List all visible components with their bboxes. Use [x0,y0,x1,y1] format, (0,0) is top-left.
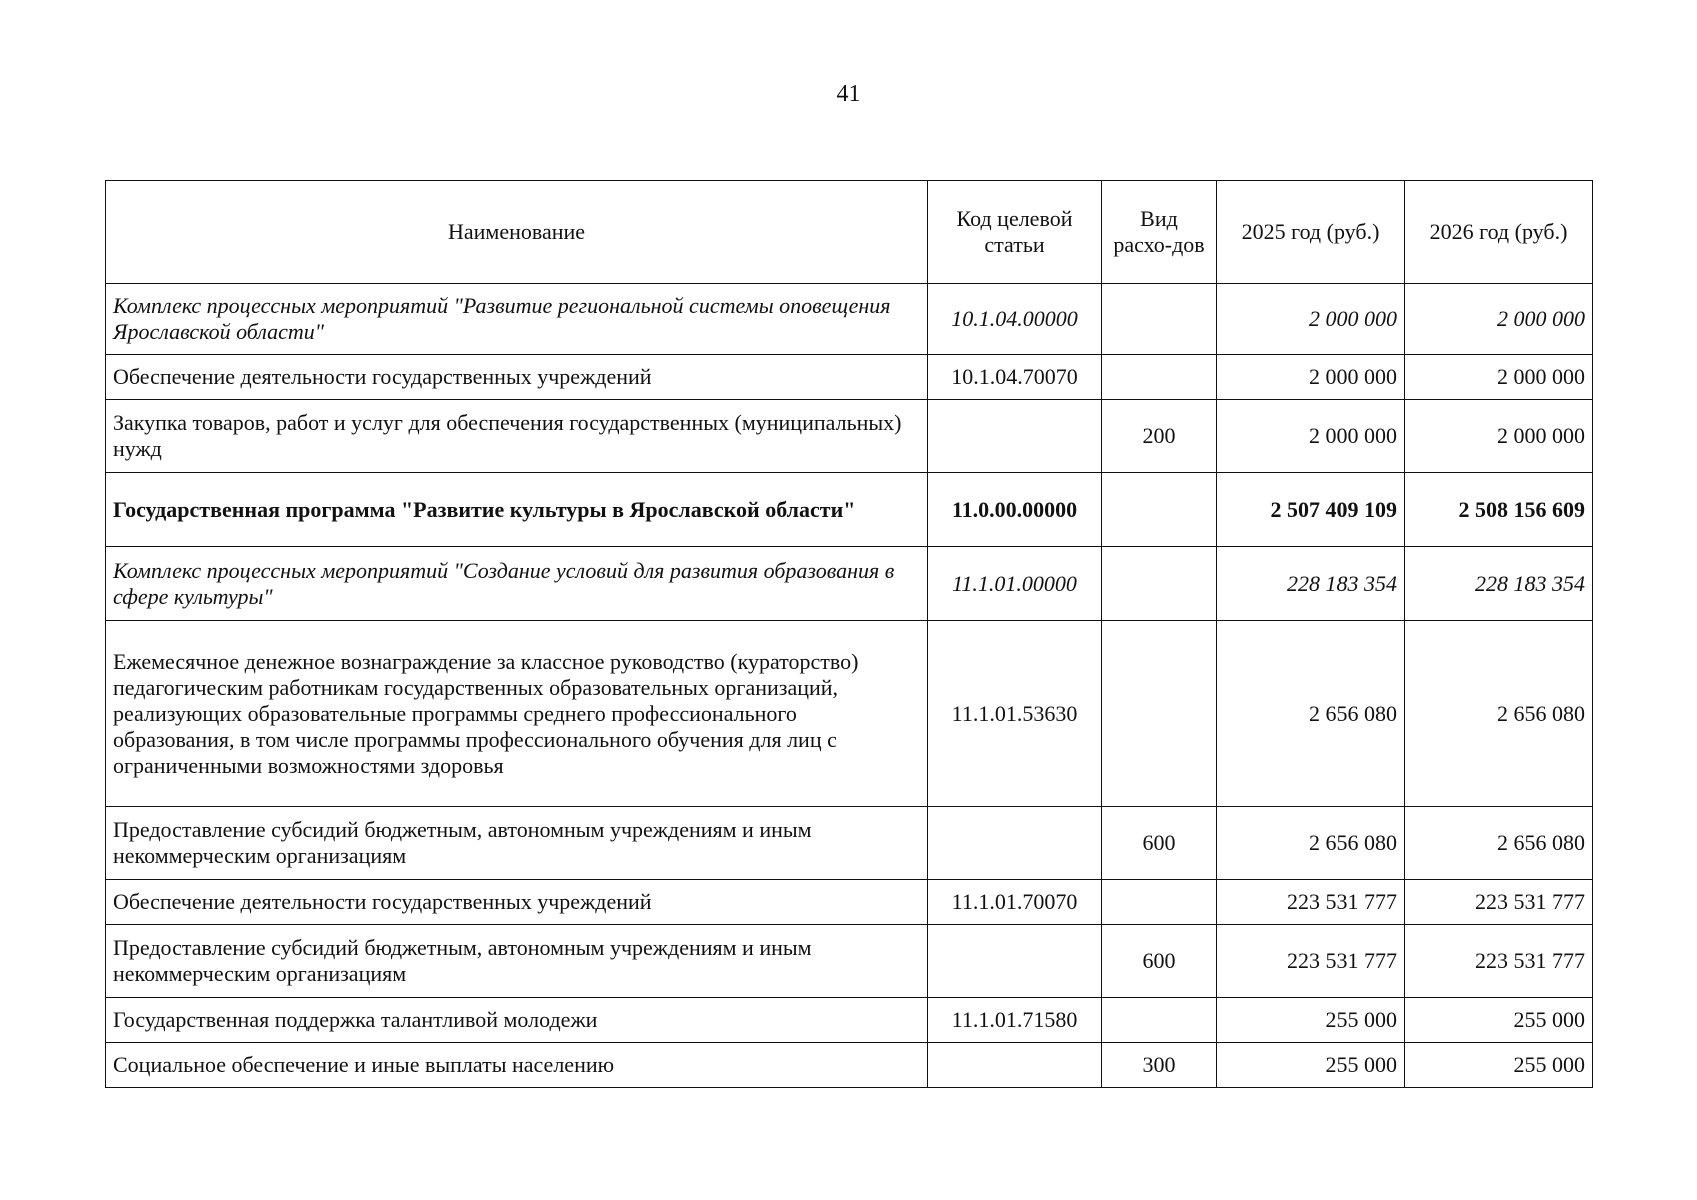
row-name: Предоставление субсидий бюджетным, автономным учреждениям и иным некоммерческим организациям [106,925,928,998]
row-name: Обеспечение деятельности государственных учреждений [106,355,928,400]
table-row [106,547,1593,621]
table-row [106,998,1593,1043]
header-expense-type: Вид расхо-дов [1102,181,1217,284]
row-2026: 2 000 000 [1405,284,1593,355]
table-row [106,355,1593,400]
row-code: 11.1.01.53630 [928,621,1102,807]
row-2026: 2 000 000 [1405,400,1593,473]
table-row [106,621,1593,807]
row-name: Закупка товаров, работ и услуг для обеспечения государственных (муниципальных) нужд [106,400,928,473]
row-code [928,807,1102,880]
row-expense-type: 200 [1102,400,1217,473]
row-name: Предоставление субсидий бюджетным, автономным учреждениям и иным некоммерческим организациям [106,807,928,880]
table-row [106,400,1593,473]
table-header-row [106,181,1593,284]
row-2025: 223 531 777 [1217,880,1405,925]
header-2025: 2025 год (руб.) [1217,181,1405,284]
header-2026: 2026 год (руб.) [1405,181,1593,284]
row-expense-type [1102,355,1217,400]
table-row [106,880,1593,925]
row-2026: 255 000 [1405,1043,1593,1088]
row-2026: 2 656 080 [1405,621,1593,807]
row-2026: 255 000 [1405,998,1593,1043]
row-2026: 2 508 156 609 [1405,473,1593,547]
row-2025: 2 000 000 [1217,400,1405,473]
row-2025: 2 000 000 [1217,355,1405,400]
row-2026: 2 656 080 [1405,807,1593,880]
table-row [106,284,1593,355]
row-name: Государственная поддержка талантливой молодежи [106,998,928,1043]
row-2026: 228 183 354 [1405,547,1593,621]
row-name: Государственная программа "Развитие культуры в Ярославской области" [106,473,928,547]
row-2025: 2 656 080 [1217,621,1405,807]
row-2026: 2 000 000 [1405,355,1593,400]
row-2025: 2 507 409 109 [1217,473,1405,547]
budget-table [105,180,1593,1088]
row-code: 11.1.01.70070 [928,880,1102,925]
row-name: Социальное обеспечение и иные выплаты населению [106,1043,928,1088]
table-row [106,473,1593,547]
row-expense-type [1102,621,1217,807]
row-name: Обеспечение деятельности государственных учреждений [106,880,928,925]
table-row [106,1043,1593,1088]
row-expense-type: 600 [1102,807,1217,880]
row-2026: 223 531 777 [1405,880,1593,925]
row-expense-type: 300 [1102,1043,1217,1088]
row-name: Ежемесячное денежное вознаграждение за классное руководство (кураторство) педагогическим работникам государственных образовательных организаций, реализующих образовательные программы среднего профессионального образования, в том числе программы профессионального обучения для лиц с ограниченными возможностями здоровья [106,621,928,807]
row-2025: 2 000 000 [1217,284,1405,355]
row-code: 10.1.04.70070 [928,355,1102,400]
row-expense-type [1102,998,1217,1043]
table-row [106,925,1593,998]
header-code: Код целевой статьи [928,181,1102,284]
row-expense-type [1102,547,1217,621]
row-code [928,1043,1102,1088]
row-code: 10.1.04.00000 [928,284,1102,355]
row-expense-type [1102,473,1217,547]
row-name: Комплекс процессных мероприятий "Развитие региональной системы оповещения Ярославской области" [106,284,928,355]
row-expense-type [1102,284,1217,355]
row-expense-type [1102,880,1217,925]
row-name: Комплекс процессных мероприятий "Создание условий для развития образования в сфере культуры" [106,547,928,621]
row-code [928,400,1102,473]
table-row [106,807,1593,880]
row-expense-type: 600 [1102,925,1217,998]
row-2025: 223 531 777 [1217,925,1405,998]
row-2025: 255 000 [1217,998,1405,1043]
row-2026: 223 531 777 [1405,925,1593,998]
row-2025: 255 000 [1217,1043,1405,1088]
row-2025: 2 656 080 [1217,807,1405,880]
page-number: 41 [836,81,861,107]
row-2025: 228 183 354 [1217,547,1405,621]
row-code [928,925,1102,998]
row-code: 11.1.01.00000 [928,547,1102,621]
row-code: 11.0.00.00000 [928,473,1102,547]
row-code: 11.1.01.71580 [928,998,1102,1043]
header-name: Наименование [106,181,928,284]
